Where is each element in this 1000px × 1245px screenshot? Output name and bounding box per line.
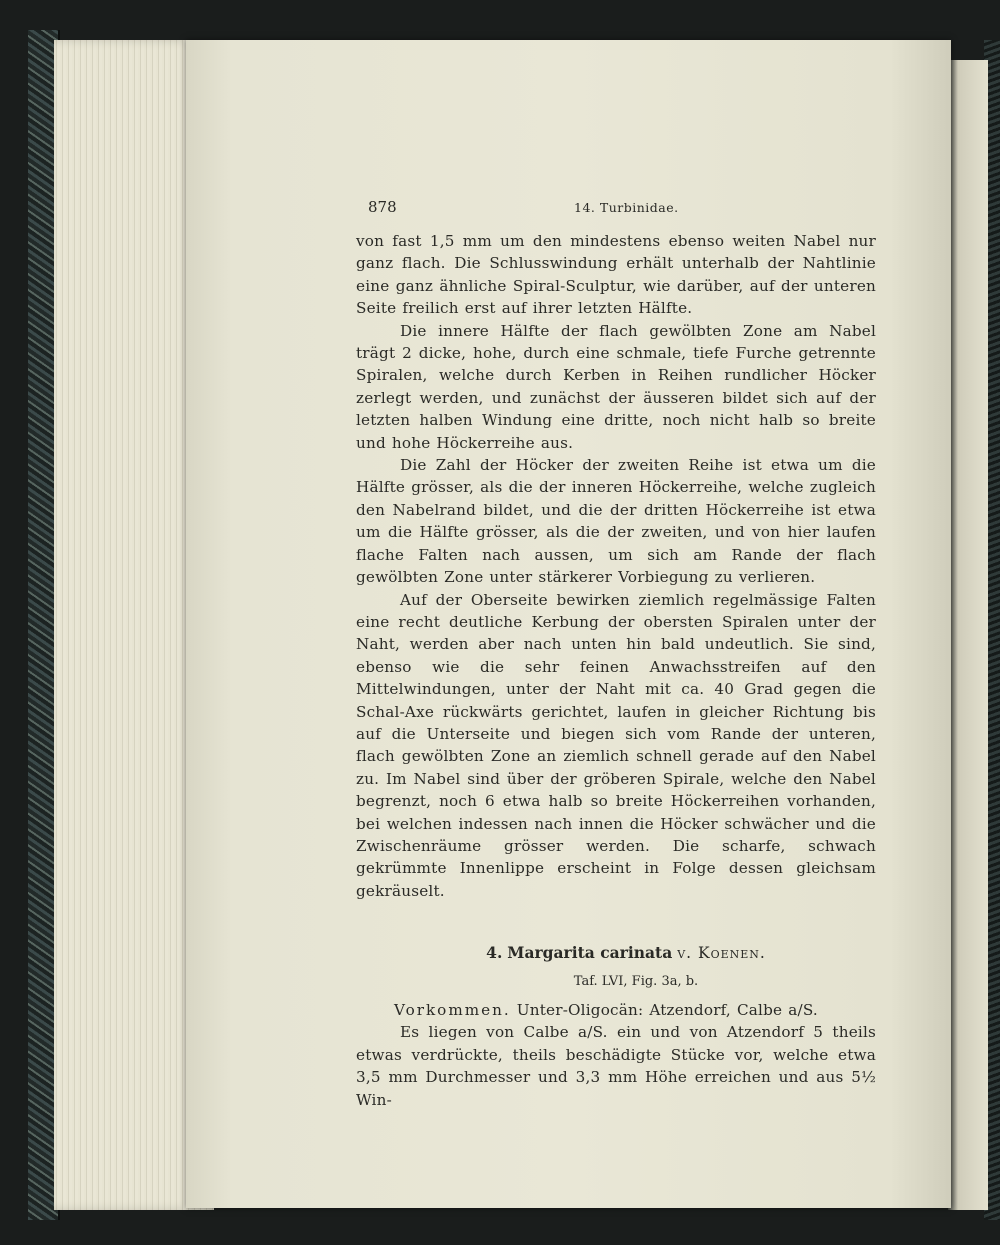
running-title: 14. Turbinidae. [574,200,679,215]
plate-reference: Taf. LVI, Fig. 3a, b. [573,973,699,989]
occurrence-text: Unter-Oligocän: Atzendorf, Calbe a/S. [516,1001,818,1019]
page-content [356,196,876,1111]
page-number: 878 [368,198,397,216]
species-author: v. Koenen. [677,944,766,963]
paragraph-3: Die Zahl der Höcker der zweiten Reihe ist etwa um die Hälfte grösser, als die der inneren Höckerreihe, welche zugleich den Nabelrand bildet, und die der dritten Höckerreihe ist etwa um die Hälfte grösser, als die der zweiten, und von hier laufen flache Falten nach aussen, um sich am Rande der flach gewölbten Zone unter stärkerer Vorbiegung zu verlieren. [356,456,876,587]
species-name: Margarita carinata [507,943,673,963]
paragraph-5: Es liegen von Calbe a/S. ein und von Atzendorf 5 theils etwas verdrückte, theils beschädigte Stücke vor, welche etwa 3,5 mm Durchmesser und 3,3 mm Höhe erreichen und aus 5½ Win- [356,1023,876,1109]
occurrence-label: Vorkommen. [394,1001,511,1019]
paragraph-4: Auf der Oberseite bewirken ziemlich regelmässige Falten eine recht deutliche Kerbung der obersten Spiralen unter der Naht, werden aber nach unten hin bald undeutlich. Sie sind, ebenso wie die sehr feinen Anwachsstreifen auf den Mittelwindungen, unter der Naht mit ca. 40 Grad gegen die Schal-Axe rückwärts gerichtet, laufen in gleicher Richtung bis auf die Unterseite und biegen sich vom Rande der unteren, flach gewölbten Zone an ziemlich schnell gerade auf den Nabel zu. Im Nabel sind über der gröberen Spirale, welche den Nabel begrenzt, noch 6 etwa halb so breite Höckerreihen vorhanden, bei welchen indessen nach innen die Höcker schwächer und die Zwischenräume grösser werden. Die scharfe, schwach gekrümmte Innenlippe erscheint in Folge dessen gleichsam gekräuselt. [356,590,876,900]
paragraph-2: Die innere Hälfte der flach gewölbten Zone am Nabel trägt 2 dicke, hohe, durch eine schmale, tiefe Furche getrennte Spiralen, welche durch Kerben in Reihen rundlicher Höcker zerlegt werden, und zunächst der äusseren bildet sich auf der letzten halben Windung eine dritte, noch nicht halb so breite und hohe Höckerreihe aus. [356,321,876,452]
species-number: 4. [486,943,503,963]
facing-page-edge [948,60,988,1210]
paragraph-1: von fast 1,5 mm um den mindestens ebenso weiten Nabel nur ganz flach. Die Schlusswindung erhält unterhalb der Nahtlinie eine ganz ähnliche Spiral-Sculptur, wie darüber, auf der unteren Seite freilich erst auf ihrer letzten Hälfte. [356,232,876,318]
running-head [356,196,876,218]
occurrence-line [356,999,876,1021]
species-heading [356,942,876,964]
